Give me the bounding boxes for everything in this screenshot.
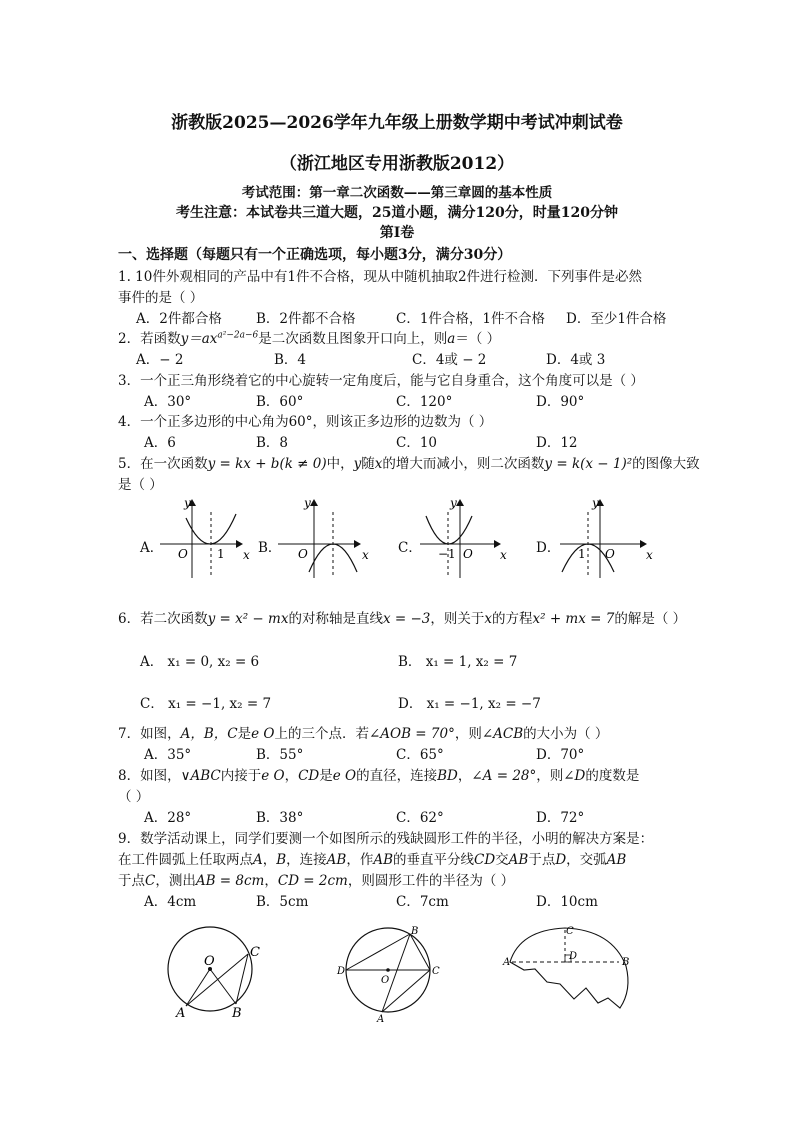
q5-var-y: y <box>353 456 362 472</box>
q7-text-d: ，则 <box>454 726 482 742</box>
q7-option-c: C．65° <box>396 747 444 763</box>
q8-text-d: 是 <box>319 768 333 784</box>
q8-text-c: ， <box>284 768 299 784</box>
q9-option-a: A．4cm <box>144 894 197 910</box>
q7-option-a: A．35° <box>144 747 192 763</box>
fig8-label-o: O <box>381 975 390 986</box>
q6-text-c: ，则关于 <box>430 611 485 627</box>
q2-option-c: C．4或 − 2 <box>412 352 487 368</box>
q9-l2-c: ，连接 <box>286 852 327 868</box>
q6-option-a: A． x₁ = 0, x₂ = 6 <box>140 654 260 670</box>
q5-text-c: 随 <box>361 456 375 472</box>
q7-points: A，B，C <box>180 726 238 742</box>
q6-text-b: 的对称轴是直线 <box>288 611 383 627</box>
q8-angle-d: ∠D <box>563 768 586 784</box>
q9-l2-b: ， <box>262 852 277 868</box>
q9-l2-h: ，交弧 <box>566 852 607 868</box>
q7-circle: e O <box>251 726 275 742</box>
graph-b-y-label: y <box>304 496 311 510</box>
graph-c-x-label: x <box>500 548 507 562</box>
q9-l3-c: ， <box>264 873 278 889</box>
fig9-label-b: B <box>622 957 630 968</box>
q6-option-d: D． x₁ = −1, x₂ = −7 <box>398 696 541 712</box>
q2-exponent: a²−2a−6 <box>217 330 259 341</box>
q4-option-b: B．8 <box>256 435 289 451</box>
q9-l2-pt-d: D <box>555 852 567 868</box>
q5-linear-fn: y = kx + b(k ≠ 0) <box>207 456 327 472</box>
question-8-line-1 <box>118 764 639 784</box>
q9-l2-ab4: AB <box>606 852 627 868</box>
q2-end: ＝（ ） <box>455 331 501 347</box>
q8-text-a: 8．如图， <box>118 768 181 784</box>
q6-axis: x = −3 <box>382 611 431 627</box>
graph-b-x-label: x <box>362 548 369 562</box>
exam-title: 浙教版2025—2026学年九年级上册数学期中考试冲刺试卷 <box>171 113 623 133</box>
q6-text-a: 6．若二次函数 <box>118 611 208 627</box>
q9-l2-cd: CD <box>474 852 496 868</box>
graph-a-x-label: x <box>243 548 250 562</box>
q5-option-d: D． <box>536 540 561 556</box>
q5-graph-b <box>278 496 369 578</box>
exam-notice: 考生注意：本试卷共三道大题，25道小题，满分120分，时量120分钟 <box>176 205 618 221</box>
q1-option-a: A．2件都合格 <box>136 311 222 327</box>
question-9-line-3 <box>118 869 514 889</box>
q7-text-e: 的大小为（ ） <box>523 726 609 742</box>
q8-option-b: B．38° <box>256 810 304 826</box>
q8-text-e: 的直径，连接 <box>356 768 438 784</box>
graph-d-one-label: 1 <box>578 547 586 561</box>
graph-c-neg-one-label: −1 <box>438 547 456 561</box>
q1-option-b: B．2件都不合格 <box>256 311 356 327</box>
fig9-label-d: D <box>569 951 578 962</box>
q5-graph-a <box>160 496 250 578</box>
graph-b-origin-label: O <box>298 547 308 561</box>
q5-option-b: B． <box>258 540 282 556</box>
q9-l3-pt-c: C <box>145 873 156 889</box>
q9-l2-ab: AB <box>326 852 347 868</box>
fig8-label-b: B <box>411 926 419 937</box>
q9-l2-pt-b: B <box>276 852 287 868</box>
q5-var-x: x <box>374 456 383 472</box>
q9-option-d: D．10cm <box>536 894 598 910</box>
graph-d-origin-label: O <box>605 547 615 561</box>
graph-c-y-label: y <box>450 496 457 510</box>
q9-l3-b: ，测出 <box>155 873 196 889</box>
q7-text-b: 是 <box>237 726 252 742</box>
fig8-label-d: D <box>337 966 346 977</box>
q9-l3-ab-measure: AB = 8cm <box>195 873 265 889</box>
q6-option-b: B． x₁ = 1, x₂ = 7 <box>398 654 518 670</box>
q7-angle-aob: ∠AOB = 70° <box>368 726 455 742</box>
q3-option-c: C．120° <box>396 394 453 410</box>
q9-l3-cd-measure: CD = 2cm <box>277 873 348 889</box>
q9-l2-d: ，作 <box>346 852 374 868</box>
q2-option-d: D．4或 3 <box>546 352 606 368</box>
q2-suffix: 是二次函数且图象开口向上，则 <box>258 331 448 347</box>
q6-option-c: C． x₁ = −1, x₂ = 7 <box>140 696 272 712</box>
fig7-label-b: B <box>232 1006 242 1021</box>
q6-equation: x² + mx = 7 <box>532 611 615 627</box>
q5-quad-fn: y = k(x − 1)² <box>544 456 633 472</box>
question-3: 3．一个正三角形绕着它的中心旋转一定角度后，能与它自身重合，这个角度可以是（ ） <box>118 373 644 389</box>
figure-q9 <box>502 926 629 1008</box>
q5-graph-c <box>420 496 507 578</box>
figure-q7 <box>168 927 260 1021</box>
q9-l2-g: 于点 <box>528 852 556 868</box>
q6-text-e: 的解是（ ） <box>614 611 687 627</box>
q8-cd: CD <box>298 768 320 784</box>
q5-text-d: 的增大而减小，则二次函数 <box>382 456 545 472</box>
q5-option-c: C． <box>398 540 422 556</box>
exam-subtitle: （浙江地区专用浙教版2012） <box>279 154 515 174</box>
fig8-label-c: C <box>432 966 440 977</box>
q9-l2-ab3: AB <box>508 852 529 868</box>
q3-option-a: A．30° <box>144 394 192 410</box>
q6-var-x: x <box>484 611 492 627</box>
graph-d-x-label: x <box>646 548 653 562</box>
q9-l2-a: 在工件圆弧上任取两点 <box>118 852 253 868</box>
q5-graph-d <box>560 496 653 578</box>
q9-l3-a: 于点 <box>118 873 145 889</box>
q5-text-b: 中， <box>326 456 354 472</box>
q1-option-c: C．1件合格，1件不合格 <box>396 311 546 327</box>
fig7-label-c: C <box>250 945 260 960</box>
graph-c-origin-label: O <box>463 547 473 561</box>
question-8-line-2: （ ） <box>118 789 150 805</box>
q2-function: y＝ax <box>180 331 218 347</box>
q8-circle-2: e O <box>332 768 357 784</box>
q9-l2-f: 交 <box>495 852 509 868</box>
q7-angle-acb: ∠ACB <box>481 726 524 742</box>
q9-option-b: B．5cm <box>256 894 309 910</box>
q7-option-b: B．55° <box>256 747 304 763</box>
q8-triangle: ∨ABC <box>180 768 221 784</box>
q7-text-a: 7．如图， <box>118 726 181 742</box>
q9-l2-ab2: AB <box>373 852 394 868</box>
question-1-line-2: 事件的是（ ） <box>118 290 204 306</box>
fig7-label-a: A <box>176 1006 186 1021</box>
q8-text-f: ， <box>457 768 472 784</box>
q9-l2-e: 的垂直平分线 <box>393 852 475 868</box>
q8-bd: BD <box>437 768 458 784</box>
q7-text-c: 上的三个点．若 <box>274 726 369 742</box>
q7-option-d: D．70° <box>536 747 585 763</box>
q2-option-a: A．− 2 <box>136 352 184 368</box>
q5-text-a: 5．在一次函数 <box>118 456 208 472</box>
q3-option-b: B．60° <box>256 394 304 410</box>
q2-prefix: 2．若函数 <box>118 331 181 347</box>
graph-a-origin-label: O <box>178 547 188 561</box>
q8-option-a: A．28° <box>144 810 192 826</box>
q5-text-e: 的图像大致 <box>632 456 700 472</box>
fig7-label-o: O <box>204 954 215 969</box>
q3-option-d: D．90° <box>536 394 585 410</box>
volume-label: 第Ⅰ卷 <box>379 225 415 241</box>
question-6 <box>118 607 686 627</box>
q8-text-h: 的度数是 <box>585 768 640 784</box>
question-5-line-2: 是（ ） <box>118 477 163 493</box>
q6-function: y = x² − mx <box>207 611 289 627</box>
question-1-line-1: 1. 10件外观相同的产品中有1件不合格，现从中随机抽取2件进行检测．下列事件是必然 <box>118 269 643 285</box>
q8-option-d: D．72° <box>536 810 585 826</box>
question-7 <box>118 722 608 742</box>
q8-text-b: 内接于 <box>220 768 262 784</box>
graph-a-one-label: 1 <box>217 547 225 561</box>
question-9-line-1: 9．数学活动课上，同学们要测一个如图所示的残缺圆形工件的半径，小明的解决方案是： <box>118 831 654 847</box>
q2-option-b: B．4 <box>274 352 307 368</box>
q9-option-c: C．7cm <box>396 894 449 910</box>
question-9-line-2 <box>118 848 626 868</box>
section-heading: 一、选择题（每题只有一个正确选项，每小题3分，满分30分） <box>118 247 512 263</box>
figure-q8 <box>336 926 440 1025</box>
q1-option-d: D．至少1件合格 <box>566 311 667 327</box>
fig9-label-a: A <box>503 957 511 968</box>
q8-option-c: C．62° <box>396 810 444 826</box>
q9-l3-d: ，则圆形工件的半径为（ ） <box>347 873 515 889</box>
q9-l2-pt-a: A <box>253 852 263 868</box>
fig9-label-c: C <box>566 926 574 937</box>
q8-angle-a: ∠A = 28° <box>471 768 537 784</box>
q6-text-d: 的方程 <box>492 611 533 627</box>
q5-option-a: A． <box>140 540 164 556</box>
fig8-label-a: A <box>377 1014 385 1025</box>
q8-circle: e O <box>261 768 285 784</box>
q4-option-d: D．12 <box>536 435 578 451</box>
question-4: 4．一个正多边形的中心角为60°，则该正多边形的边数为（ ） <box>118 414 493 430</box>
graph-a-y-label: y <box>184 496 191 510</box>
q2-var: a <box>447 331 456 347</box>
graph-d-y-label: y <box>592 496 599 510</box>
q4-option-a: A．6 <box>144 435 176 451</box>
exam-scope: 考试范围：第一章二次函数——第三章圆的基本性质 <box>241 185 553 201</box>
q4-option-c: C．10 <box>396 435 438 451</box>
q8-text-g: ，则 <box>536 768 564 784</box>
